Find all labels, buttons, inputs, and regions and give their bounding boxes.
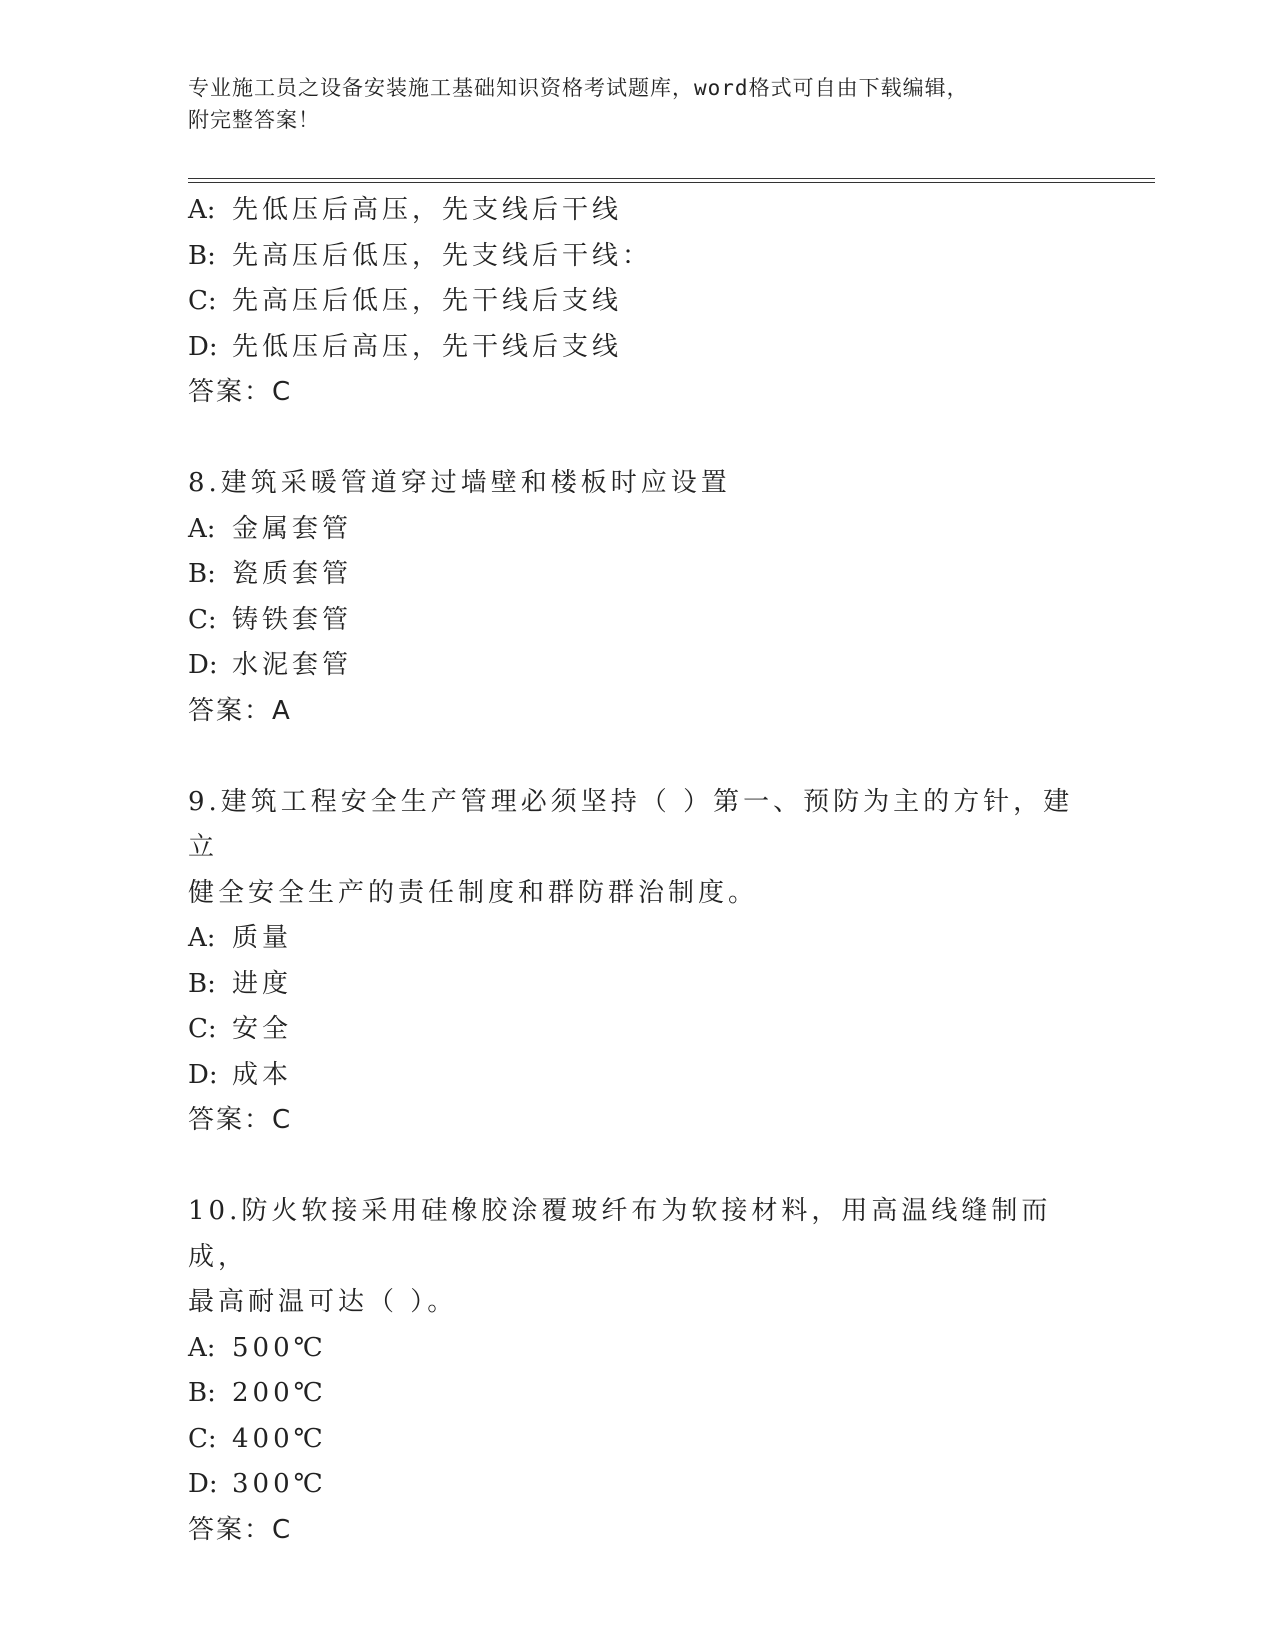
option-label: D: (188, 650, 218, 680)
option-label: C: (188, 286, 217, 316)
header-line-2: 附完整答案！ (188, 108, 320, 132)
question-stem: 8.建筑采暖管道穿过墙壁和楼板时应设置 (188, 468, 731, 498)
answer-line (188, 1098, 1088, 1144)
question-list (188, 188, 1088, 1553)
option-label: A: (188, 513, 216, 544)
option-label: D: (188, 331, 218, 362)
option-text: 瓷质套管 (232, 559, 353, 589)
question-stem-line-1: 10.防火软接采用硅橡胶涂覆玻纤布为软接材料，用高温线缝制而成， (188, 1196, 1052, 1272)
option-d (188, 643, 1088, 689)
option-text: 金属套管 (232, 513, 353, 544)
answer-label: 答案： (188, 377, 273, 407)
option-text: 进度 (232, 968, 293, 999)
answer-label: 答案： (188, 1105, 273, 1135)
question-9 (188, 780, 1088, 1144)
option-label: D: (188, 1059, 218, 1090)
question-stem-line-1: 9.建筑工程安全生产管理必须坚持（ ）第一、预防为主的方针，建立 (188, 786, 1074, 862)
option-b (188, 1371, 1088, 1417)
option-text: 200℃ (232, 1378, 327, 1408)
option-label: C: (188, 1014, 217, 1044)
answer-line (188, 370, 1088, 416)
option-c (188, 1417, 1088, 1463)
option-label: C: (188, 1423, 217, 1454)
document-header (188, 72, 1068, 136)
answer-value: C (272, 1105, 293, 1135)
question-8 (188, 461, 1088, 734)
answer-value: C (272, 1514, 293, 1545)
option-text: 安全 (232, 1014, 293, 1044)
question-10 (188, 1189, 1088, 1553)
answer-label: 答案： (188, 1514, 273, 1545)
answer-label: 答案： (188, 695, 273, 726)
question-stem-line-2: 最高耐温可达（ ）。 (188, 1287, 458, 1317)
answer-value: A (272, 695, 292, 726)
option-c (188, 279, 1088, 325)
option-text: 先低压后高压，先支线后干线 (232, 195, 623, 225)
answer-line (188, 1508, 1088, 1554)
option-label: B: (188, 240, 216, 271)
option-a (188, 188, 1088, 234)
header-divider (188, 178, 1155, 183)
option-label: B: (188, 1378, 216, 1408)
option-label: D: (188, 1469, 218, 1499)
option-text: 质量 (232, 923, 293, 953)
option-b (188, 234, 1088, 280)
option-text: 400℃ (232, 1423, 327, 1454)
option-label: B: (188, 968, 216, 999)
option-d (188, 1053, 1088, 1099)
option-text: 先高压后低压，先支线后干线： (232, 240, 653, 271)
option-text: 成本 (232, 1059, 293, 1090)
option-a (188, 916, 1088, 962)
option-label: B: (188, 559, 216, 589)
option-text: 铸铁套管 (232, 604, 353, 635)
option-label: A: (188, 1332, 216, 1363)
option-a (188, 1326, 1088, 1372)
question-7 (188, 188, 1088, 416)
answer-line (188, 689, 1088, 735)
answer-value: C (272, 377, 293, 407)
option-text: 500℃ (232, 1332, 327, 1363)
option-b (188, 962, 1088, 1008)
option-text: 先高压后低压，先干线后支线 (232, 286, 623, 316)
option-c (188, 1007, 1088, 1053)
header-line-1: 专业施工员之设备安装施工基础知识资格考试题库，word格式可自由下载编辑， (188, 76, 969, 100)
option-label: A: (188, 195, 216, 225)
option-text: 水泥套管 (232, 650, 353, 680)
option-label: C: (188, 604, 217, 635)
option-d (188, 1462, 1088, 1508)
option-text: 300℃ (232, 1469, 327, 1499)
option-c (188, 598, 1088, 644)
option-a (188, 507, 1088, 553)
option-b (188, 552, 1088, 598)
option-label: A: (188, 923, 216, 953)
question-stem-line-2: 健全安全生产的责任制度和群防群治制度。 (188, 877, 759, 908)
option-d (188, 325, 1088, 371)
option-text: 先低压后高压，先干线后支线 (232, 331, 623, 362)
